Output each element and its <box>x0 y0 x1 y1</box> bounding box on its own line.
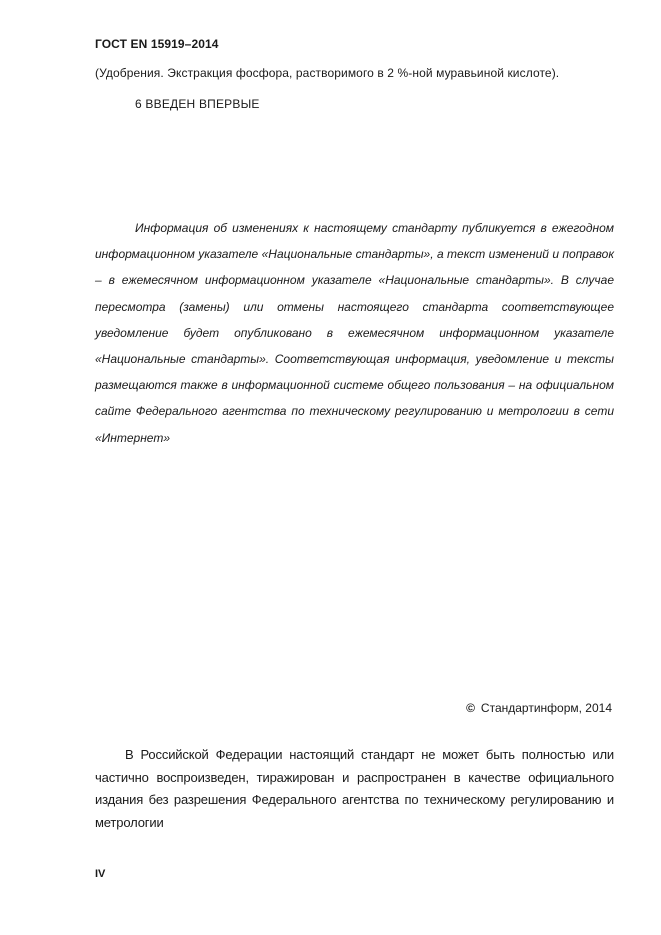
copyright-symbol: © <box>466 701 475 715</box>
change-information-notice: Информация об изменениях к настоящему стандарту публикуется в ежегодном информационном указателе «Национальные стандарты», а текст изменений и поправок – в ежемесячном информационном указателе «Национальные стандарты». В случае пересмотра (замены) или отмены настоящего стандарта соответствующее уведомление будет опубликовано в ежемесячном информационном указателе «Национальные стандарты». Соответствующая информация, уведомление и тексты размещаются также в информационной системе общего пользования – на официальном сайте Федерального агентства по техническому регулированию и метрологии в сети «Интернет» <box>95 221 614 445</box>
reproduction-restriction-notice: В Российской Федерации настоящий стандарт не может быть полностью или частично воспроизведен, тиражирован и распространен в качестве официального издания без разрешения Федерального агентства по техническому регулированию и метрологии <box>95 747 614 830</box>
section-6-introduced-first: 6 ВВЕДЕН ВПЕРВЫЕ <box>135 97 260 111</box>
copyright-line <box>466 701 612 715</box>
page-number: IV <box>95 868 106 880</box>
document-subtitle: (Удобрения. Экстракция фосфора, растворимого в 2 %-ной муравьиной кислоте). <box>95 66 560 80</box>
copyright-text: Стандартинформ, 2014 <box>480 701 612 715</box>
document-code: ГОСТ EN 15919–2014 <box>95 37 219 51</box>
